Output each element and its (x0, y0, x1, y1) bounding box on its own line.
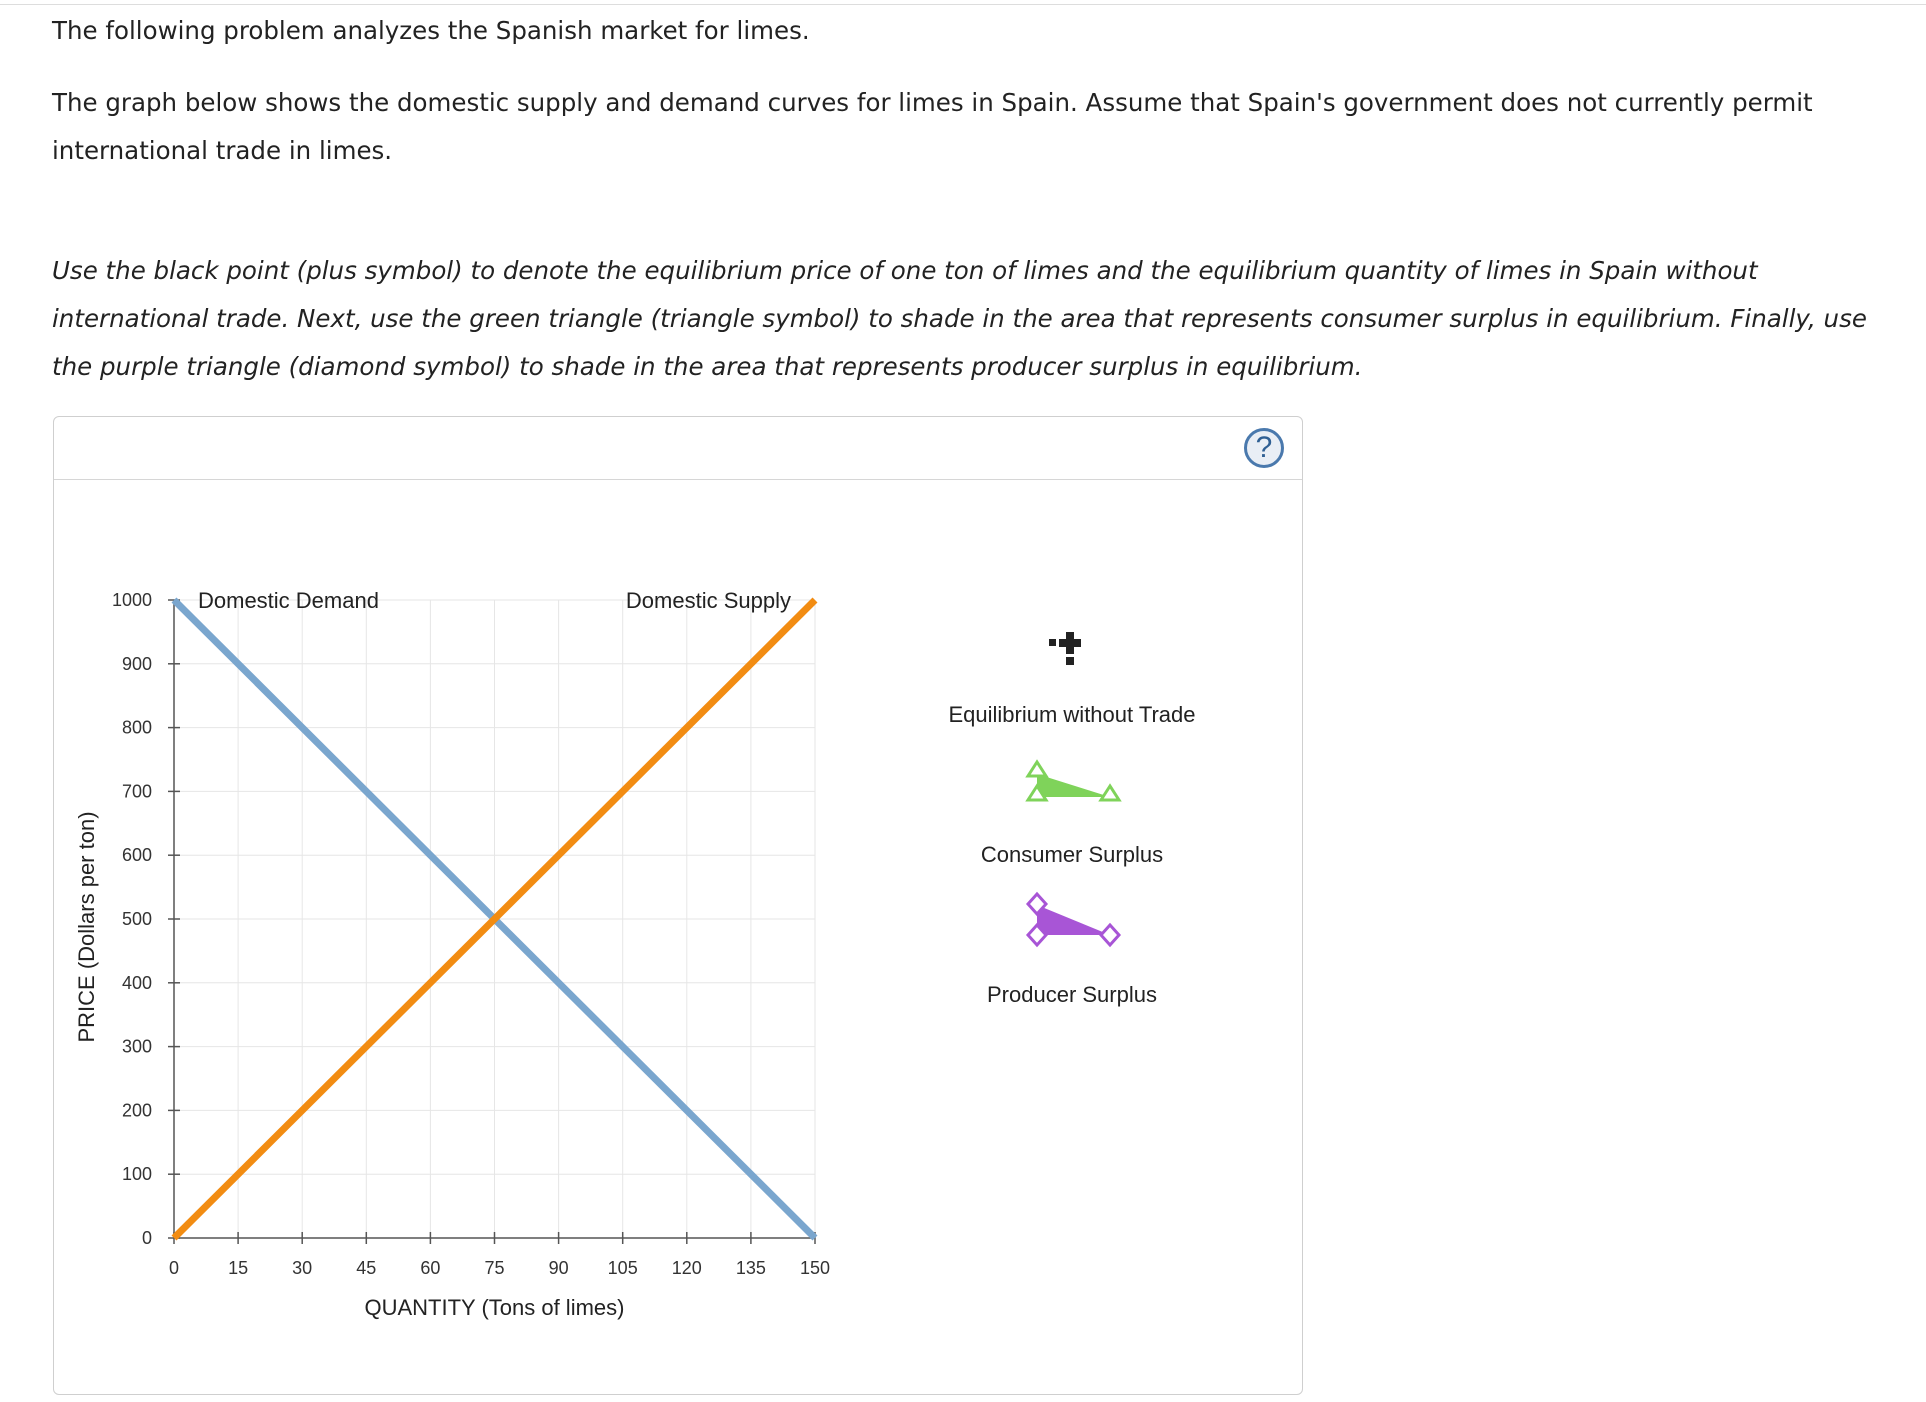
x-tick-label: 75 (484, 1258, 505, 1278)
producer-surplus-tool[interactable] (987, 894, 1157, 1007)
y-tick-label: 800 (121, 717, 152, 738)
domestic-demand-label: Domestic Demand (198, 588, 379, 613)
triangle-icon[interactable] (1028, 762, 1119, 800)
tool-palette[interactable] (948, 632, 1195, 1007)
x-tick-label: 120 (671, 1258, 702, 1278)
x-axis-label: QUANTITY (Tons of limes) (364, 1295, 625, 1320)
domestic-supply-label: Domestic Supply (625, 588, 791, 613)
equilibrium-tool[interactable] (948, 632, 1195, 727)
y-tick-label: 100 (121, 1164, 152, 1185)
y-tick-label: 700 (121, 781, 152, 802)
x-tick-label: 15 (228, 1258, 249, 1278)
intro-text: The following problem analyzes the Spanish market for limes. (52, 16, 810, 45)
y-tick-label: 0 (141, 1228, 152, 1248)
producer-surplus-tool-label: Producer Surplus (987, 982, 1157, 1007)
y-tick-label: 600 (121, 845, 152, 866)
y-axis-label: PRICE (Dollars per ton) (74, 811, 99, 1043)
consumer-surplus-tool-label: Consumer Surplus (980, 842, 1164, 867)
x-tick-label: 135 (735, 1258, 766, 1278)
x-tick-label: 45 (356, 1258, 377, 1278)
x-tick-label: 150 (799, 1258, 831, 1278)
plus-icon[interactable] (1049, 632, 1081, 665)
x-tick-label: 0 (168, 1258, 180, 1278)
instructions-text: Use the black point (plus symbol) to denote the equilibrium price of one ton of limes and the equilibrium quantity of limes in Spain without international trade. Next, use the green triangle (triangle symbol) to shade in the area that represents consumer surplus in equilibrium. Finally, use the purple triangle (diamond symbol) to shade in the area that represents producer surplus in equilibrium. (52, 256, 1867, 381)
diamond-icon[interactable] (1028, 894, 1119, 945)
x-tick-label: 60 (420, 1258, 441, 1278)
x-tick-label: 105 (607, 1258, 638, 1278)
consumer-surplus-tool[interactable] (981, 762, 1163, 867)
x-tick-label: 90 (548, 1258, 569, 1278)
y-tick-label: 500 (121, 909, 152, 929)
y-tick-label: 300 (121, 1036, 152, 1057)
description-text: The graph below shows the domestic supply and demand curves for limes in Spain. Assume that Spain's government does not currently permit international trade in limes. (52, 88, 1813, 165)
equilibrium-tool-label: Equilibrium without Trade (948, 702, 1196, 727)
x-tick-label: 30 (292, 1258, 313, 1278)
y-tick-label: 1000 (111, 590, 152, 610)
y-tick-label: 400 (121, 972, 152, 993)
y-tick-label: 900 (121, 653, 152, 674)
help-icon[interactable]: ? (1244, 428, 1284, 468)
y-tick-label: 200 (121, 1100, 152, 1121)
